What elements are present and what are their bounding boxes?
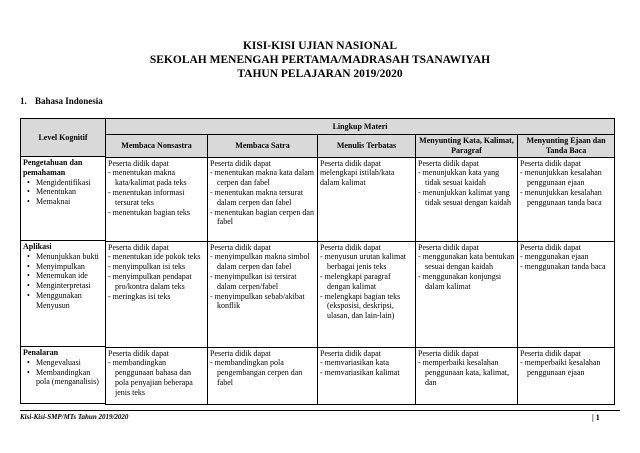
materi-cell: [518, 347, 615, 404]
cell-item: - menyimpulkan sebab/akibat konflik: [210, 292, 315, 312]
cell-intro: Peserta didik dapat: [418, 158, 479, 168]
materi-cell: [208, 241, 318, 347]
cell-item: - menyimpulkan isi tersirat dalam cerpen/fabel: [210, 272, 315, 292]
cell-intro: Peserta didik dapat: [210, 242, 271, 252]
cell-item: - menentukan informasi tersurat teks: [108, 188, 205, 208]
level-name: Aplikasi: [23, 242, 52, 251]
cell-item: - menggunakan kata bentukan sesuai dengan kaidah: [418, 252, 515, 272]
cell-item: - menunjukkan kesalahan penggunaan ejaan: [520, 168, 612, 188]
cell-item: - menggunakan konjungsi dalam kalimat: [418, 272, 515, 292]
materi-cell: [318, 241, 416, 347]
materi-cell: [106, 241, 208, 347]
materi-cell: [518, 241, 615, 347]
cell-intro: Peserta didik dapat: [210, 158, 271, 168]
cell-intro: Peserta didik dapat: [520, 158, 581, 168]
skill-item: • Mengidentifikasi: [36, 178, 103, 188]
cell-intro: Peserta didik dapat melengkapi istilah/kata dalam kalimat: [320, 158, 395, 188]
cell-intro: Peserta didik dapat: [108, 242, 169, 252]
materi-cell: [318, 157, 416, 241]
skill-item: • Menyimpulkan: [36, 262, 103, 272]
cell-item: - menentukan bagian teks: [108, 208, 205, 218]
level-name: Pengetahuan dan pemahaman: [23, 158, 83, 177]
section-heading: [20, 96, 103, 106]
group-header: Lingkup Materi: [106, 119, 615, 135]
cell-item: - memvariasikan kalimat: [320, 368, 413, 378]
materi-cell: [318, 347, 416, 404]
cell-item: - memperbaiki kesalahan penggunaan kata, kalimat, dan: [418, 358, 515, 387]
cell-item: - menunjukkan kata yang tidak sesuai kaidah: [418, 168, 515, 188]
skill-item: • Menentukan: [36, 187, 103, 197]
skill-item: • Menggunakan Menyusun: [36, 291, 103, 311]
cell-item: - meringkas isi teks: [108, 292, 205, 302]
materi-cell: [416, 347, 518, 404]
column-header: Menyunting Kata, Kalimat, Paragraf: [416, 135, 518, 158]
materi-cell: [106, 347, 208, 404]
cell-item: - menyusun urutan kalimat berbagai jenis teks: [320, 252, 413, 272]
section-number: 1.: [20, 96, 27, 106]
column-header: Membaca Nonsastra: [106, 135, 208, 158]
cell-item: - menunjukkan kalimat yang tidak sesuai dengan kaidah: [418, 188, 515, 208]
materi-cell: [416, 241, 518, 347]
cell-item: - menentukan makna tersurat dalam cerpen dan fabel: [210, 188, 315, 208]
cell-intro: Peserta didik dapat: [210, 348, 271, 358]
cell-intro: Peserta didik dapat: [520, 348, 581, 358]
doc-title-line1: KISI-KISI UJIAN NASIONAL: [242, 40, 397, 52]
cell-item: - menyimpulkan isi teks: [108, 262, 205, 272]
skill-item: • Menemukan ide: [36, 271, 103, 281]
page-number: | 1: [592, 413, 600, 422]
cell-intro: Peserta didik dapat: [108, 158, 169, 168]
cell-item: - menggunakan tanda baca: [520, 262, 612, 272]
skill-item: • Menunjukkan bukti: [36, 252, 103, 262]
level-name: Penalaran: [23, 348, 59, 357]
kisi-table: [105, 118, 615, 405]
column-header: Membaca Satra: [208, 135, 318, 158]
cell-item: - memperbaiki kesalahan penggunaan ejaan: [520, 358, 612, 378]
cell-intro: Peserta didik dapat: [320, 348, 381, 358]
materi-cell: [208, 157, 318, 241]
materi-cell: [518, 157, 615, 241]
doc-title-line2: SEKOLAH MENENGAH PERTAMA/MADRASAH TSANAWIYAH: [149, 54, 491, 66]
section-title: Bahasa Indonesia: [35, 96, 103, 106]
cell-item: - menentukan ide pokok teks: [108, 252, 205, 262]
cell-item: - menentukan bagian cerpen dan fabel: [210, 208, 315, 228]
skill-item: • Memaknai: [36, 197, 103, 207]
materi-cell: [106, 157, 208, 241]
cell-item: - menentukan makna kata/kalimat pada teks: [108, 168, 205, 188]
cell-intro: Peserta didik dapat: [418, 348, 479, 358]
cell-item: - menyimpulkan pendapat pro/kontra dalam teks: [108, 272, 205, 292]
cell-item: - menyimpulkan makna simbol dalam cerpen dan fabel: [210, 252, 315, 272]
cell-intro: Peserta didik dapat: [320, 242, 381, 252]
footer-divider: [20, 410, 620, 411]
level-column: [20, 118, 105, 404]
column-header: Menulis Terbatas: [318, 135, 416, 158]
materi-cell: [416, 157, 518, 241]
cell-item: - menentukan makna kata dalam cerpen dan fabel: [210, 168, 315, 188]
doc-title-line3: TAHUN PELAJARAN 2019/2020: [237, 68, 403, 80]
cell-item: - menunjukkan kesalahan penggunaan tanda baca: [520, 188, 612, 208]
skill-item: • Mengevaluasi: [36, 358, 103, 368]
cell-item: - memvariasikan kata: [320, 358, 413, 368]
level-cell-3: [21, 347, 106, 404]
level-cell-2: [21, 241, 106, 347]
table-row: [106, 157, 615, 241]
level-cell-1: [21, 157, 106, 241]
footer-doc-name: Kisi-Kisi-SMP/MTs Tahun 2019/2020: [20, 413, 129, 421]
table-row: [106, 241, 615, 347]
materi-cell: [208, 347, 318, 404]
table-row: [106, 347, 615, 404]
cell-item: - membandingkan pola pengembangan cerpen dan fabel: [210, 358, 315, 387]
cell-intro: Peserta didik dapat: [520, 242, 581, 252]
skill-item: • Membandingkan pola (menganalisis): [36, 368, 103, 388]
level-header: Level Kognitif: [21, 119, 106, 157]
cell-item: - melengkapi bagian teks (eksposisi, deskripsi, ulasan, dan lain-lain): [320, 292, 413, 321]
cell-item: - melengkapi paragraf dengan kalimat: [320, 272, 413, 292]
cell-item: - menggunakan ejaan: [520, 252, 612, 262]
cell-intro: Peserta didik dapat: [108, 348, 169, 358]
cell-intro: Peserta didik dapat: [418, 242, 479, 252]
cell-item: - membandingkan penggunaan bahasa dan pola penyajian beberapa jenis teks: [108, 358, 205, 397]
column-header: Menyunting Ejaan dan Tanda Baca: [518, 135, 615, 158]
skill-item: • Menginterpretasi: [36, 281, 103, 291]
